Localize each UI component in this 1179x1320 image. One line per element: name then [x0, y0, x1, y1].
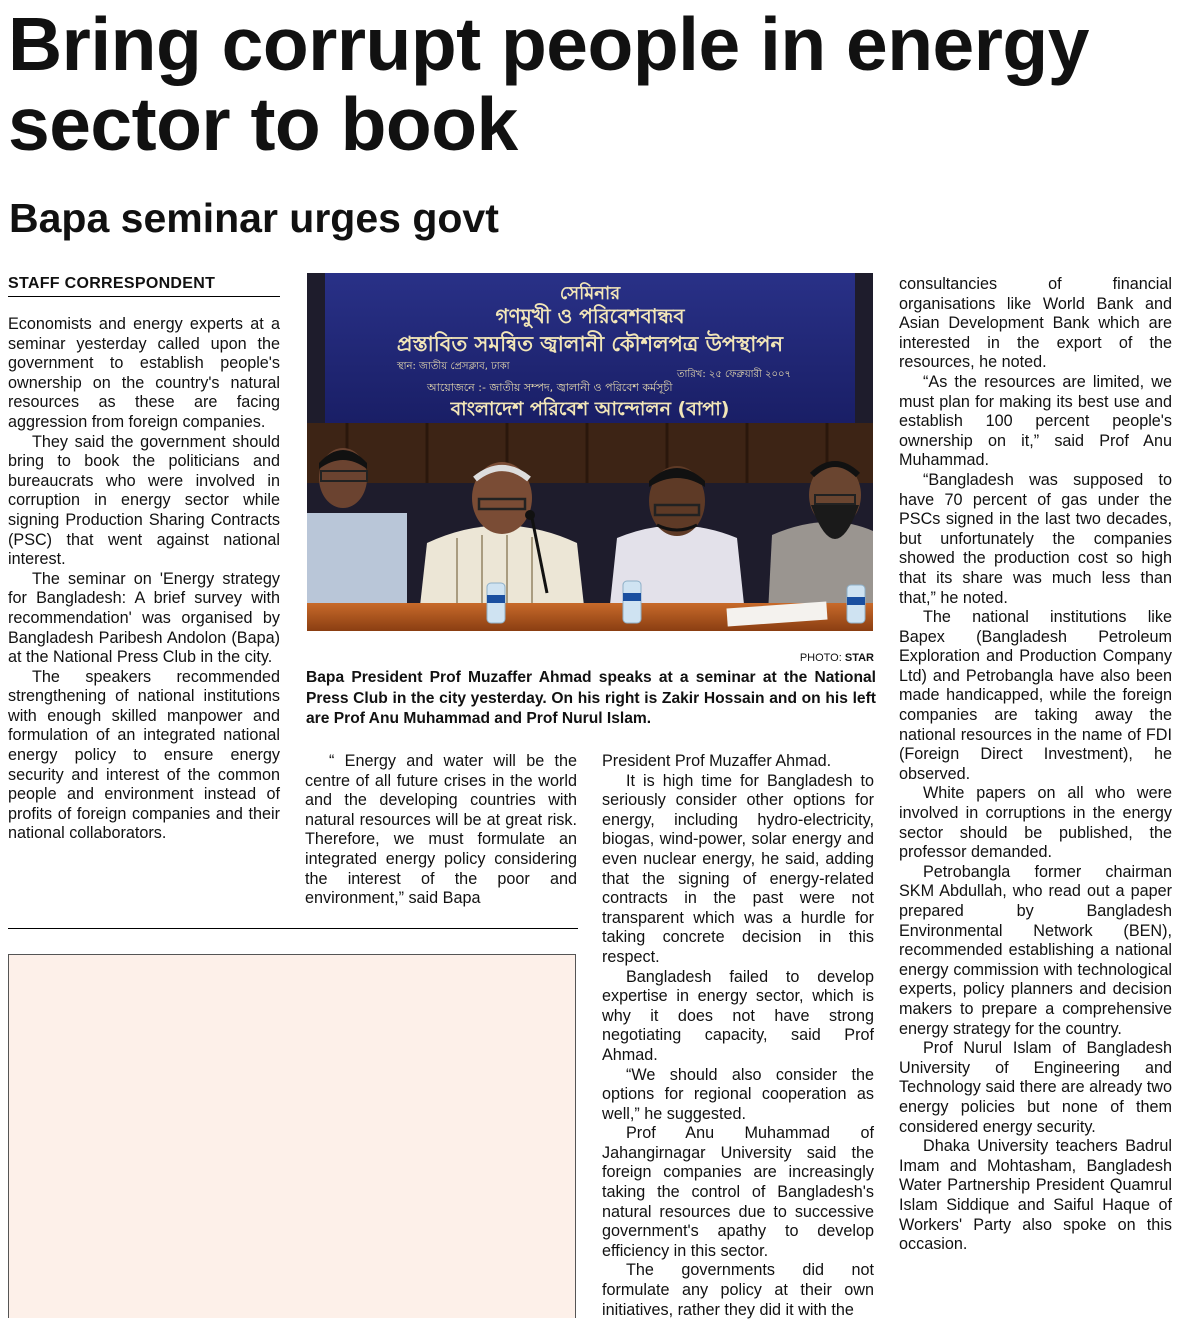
paragraph: White papers on all who were involved in corruptions in the energy sector should be published, the professor demanded.	[899, 784, 1172, 862]
article-column-1	[8, 315, 280, 844]
photo-caption: Bapa President Prof Muzaffer Ahmad speaks at a seminar at the National Press Club in the city yesterday. On his right is Zakir Hossain and on his left are Prof Anu Muhammad and Prof Nurul Islam.	[306, 669, 876, 727]
paragraph: Dhaka University teachers Badrul Imam and Mohtasham, Bangladesh Water Partnership President Quamrul Islam Siddique and Saiful Haque of Workers' Party also spoke on this occasion.	[899, 1137, 1172, 1254]
banner-org-name: বাংলাদেশ পরিবেশ আন্দোলন (বাপা)	[450, 398, 730, 420]
paragraph: The seminar on 'Energy strategy for Bangladesh: A brief survey with recommendation' was organised by Bangladesh Paribesh Andolon (Bapa) at the National Press Club in the city.	[8, 569, 280, 667]
article-column-4	[899, 275, 1172, 1255]
paragraph: President Prof Muzaffer Ahmad.	[602, 752, 832, 770]
paragraph: Bangladesh failed to develop expertise in energy sector, which is why it does not have strong negotiating capacity, said Prof Ahmad.	[602, 967, 874, 1064]
banner-line-3: প্রস্তাবিত সমন্বিত জ্বালানী কৌশলপত্র উপস্থাপন	[396, 332, 784, 356]
paragraph: Prof Anu Muhammad of Jahangirnagar University said the foreign companies are increasingly taking the control of Bangladesh's natural resources due to successive government's apathy to develop efficiency in this sector.	[602, 1124, 874, 1260]
headline: Bring corrupt people in energy sector to book	[8, 2, 1089, 166]
byline: STAFF CORRESPONDENT	[8, 275, 280, 297]
divider-rule	[8, 928, 578, 929]
paragraph: “ Energy and water will be the centre of all future crises in the world and the developing countries with natural resources will be at great risk. Therefore, we must formulate an integrated energy policy considering the interest of the poor and environment,” said Bapa	[305, 752, 577, 908]
paragraph: “We should also consider the options for regional cooperation as well,” he suggested.	[602, 1065, 874, 1123]
paragraph: The speakers recommended strengthening of national institutions with enough skilled manpower and formulation of an integrated national energy policy to ensure energy security and interest of the common people and environment instead of profits of foreign companies and their national collaborators.	[8, 667, 280, 843]
banner-organizer: আয়োজনে :- জাতীয় সম্পদ, জ্বালানী ও পরিবেশ কর্মসূচী	[427, 381, 673, 394]
paragraph: “Bangladesh was supposed to have 70 percent of gas under the PSCs signed in the last two decades, but unfortunately the companies showed the production cost so high that its share was much less than that,” he noted.	[899, 470, 1172, 607]
paragraph: “As the resources are limited, we must plan for making its best use and establish 100 percent people's ownership on it,” said Prof Anu Muhammad.	[899, 372, 1172, 470]
banner-date: তারিখ: ২৫ ফেব্রুয়ারী ২০০৭	[677, 369, 792, 380]
seminar-photo	[307, 273, 873, 631]
advertisement-box	[8, 954, 576, 1318]
photo-credit-label: PHOTO:	[799, 652, 845, 664]
paragraph: Prof Nurul Islam of Bangladesh University of Engineering and Technology said there are already two energy policies but none of them considered energy security.	[899, 1039, 1172, 1136]
paragraph: consultancies of financial organisations like World Bank and Asian Development Bank which are interested in the export of the resources, he noted.	[899, 275, 1172, 372]
paragraph: The governments did not formulate any policy at their own initiatives, rather they did it with the	[602, 1261, 874, 1319]
article-column-3	[602, 752, 874, 1320]
subhead: Bapa seminar urges govt	[9, 195, 499, 241]
paragraph: Economists and energy experts at a seminar yesterday called upon the government to establish people's ownership on the country's natural resources as these are facing aggression from foreign companies.	[8, 315, 280, 431]
banner-venue: স্থান: জাতীয় প্রেসক্লাব, ঢাকা	[397, 361, 510, 372]
article-column-2	[305, 752, 577, 909]
paragraph: They said the government should bring to book the politicians and bureaucrats who were involved in corruption in energy sector while signing Production Sharing Contracts (PSC) that went against national interest.	[8, 432, 280, 569]
photo-credit-source: STAR	[844, 652, 874, 664]
photo-credit	[700, 652, 874, 664]
paragraph: Petrobangla former chairman SKM Abdullah, who read out a paper prepared by Bangladesh Environmental Network (BEN), recommended establishing a national energy commission with technological experts, policy planners and decision makers to prepare a comprehensive energy strategy for the country.	[899, 862, 1172, 1038]
paragraph: It is high time for Bangladesh to seriously consider other options for energy, including hydro-electricity, biogas, wind-power, solar energy and even nuclear energy, he said, adding that the signing of energy-related contracts in the past were not transparent which was a hurdle for taking concrete decision in this respect.	[602, 771, 874, 966]
banner-line-2: গণমুখী ও পরিবেশবান্ধব	[495, 304, 685, 328]
paragraph: The national institutions like Bapex (Bangladesh Petroleum Exploration and Production Company Ltd) and Petrobangla have also been made handicapped, while the foreign companies are taking away the national resources in the name of FDI (Foreign Direct Investment), he observed.	[899, 608, 1172, 783]
banner-title: সেমিনার	[559, 283, 621, 304]
